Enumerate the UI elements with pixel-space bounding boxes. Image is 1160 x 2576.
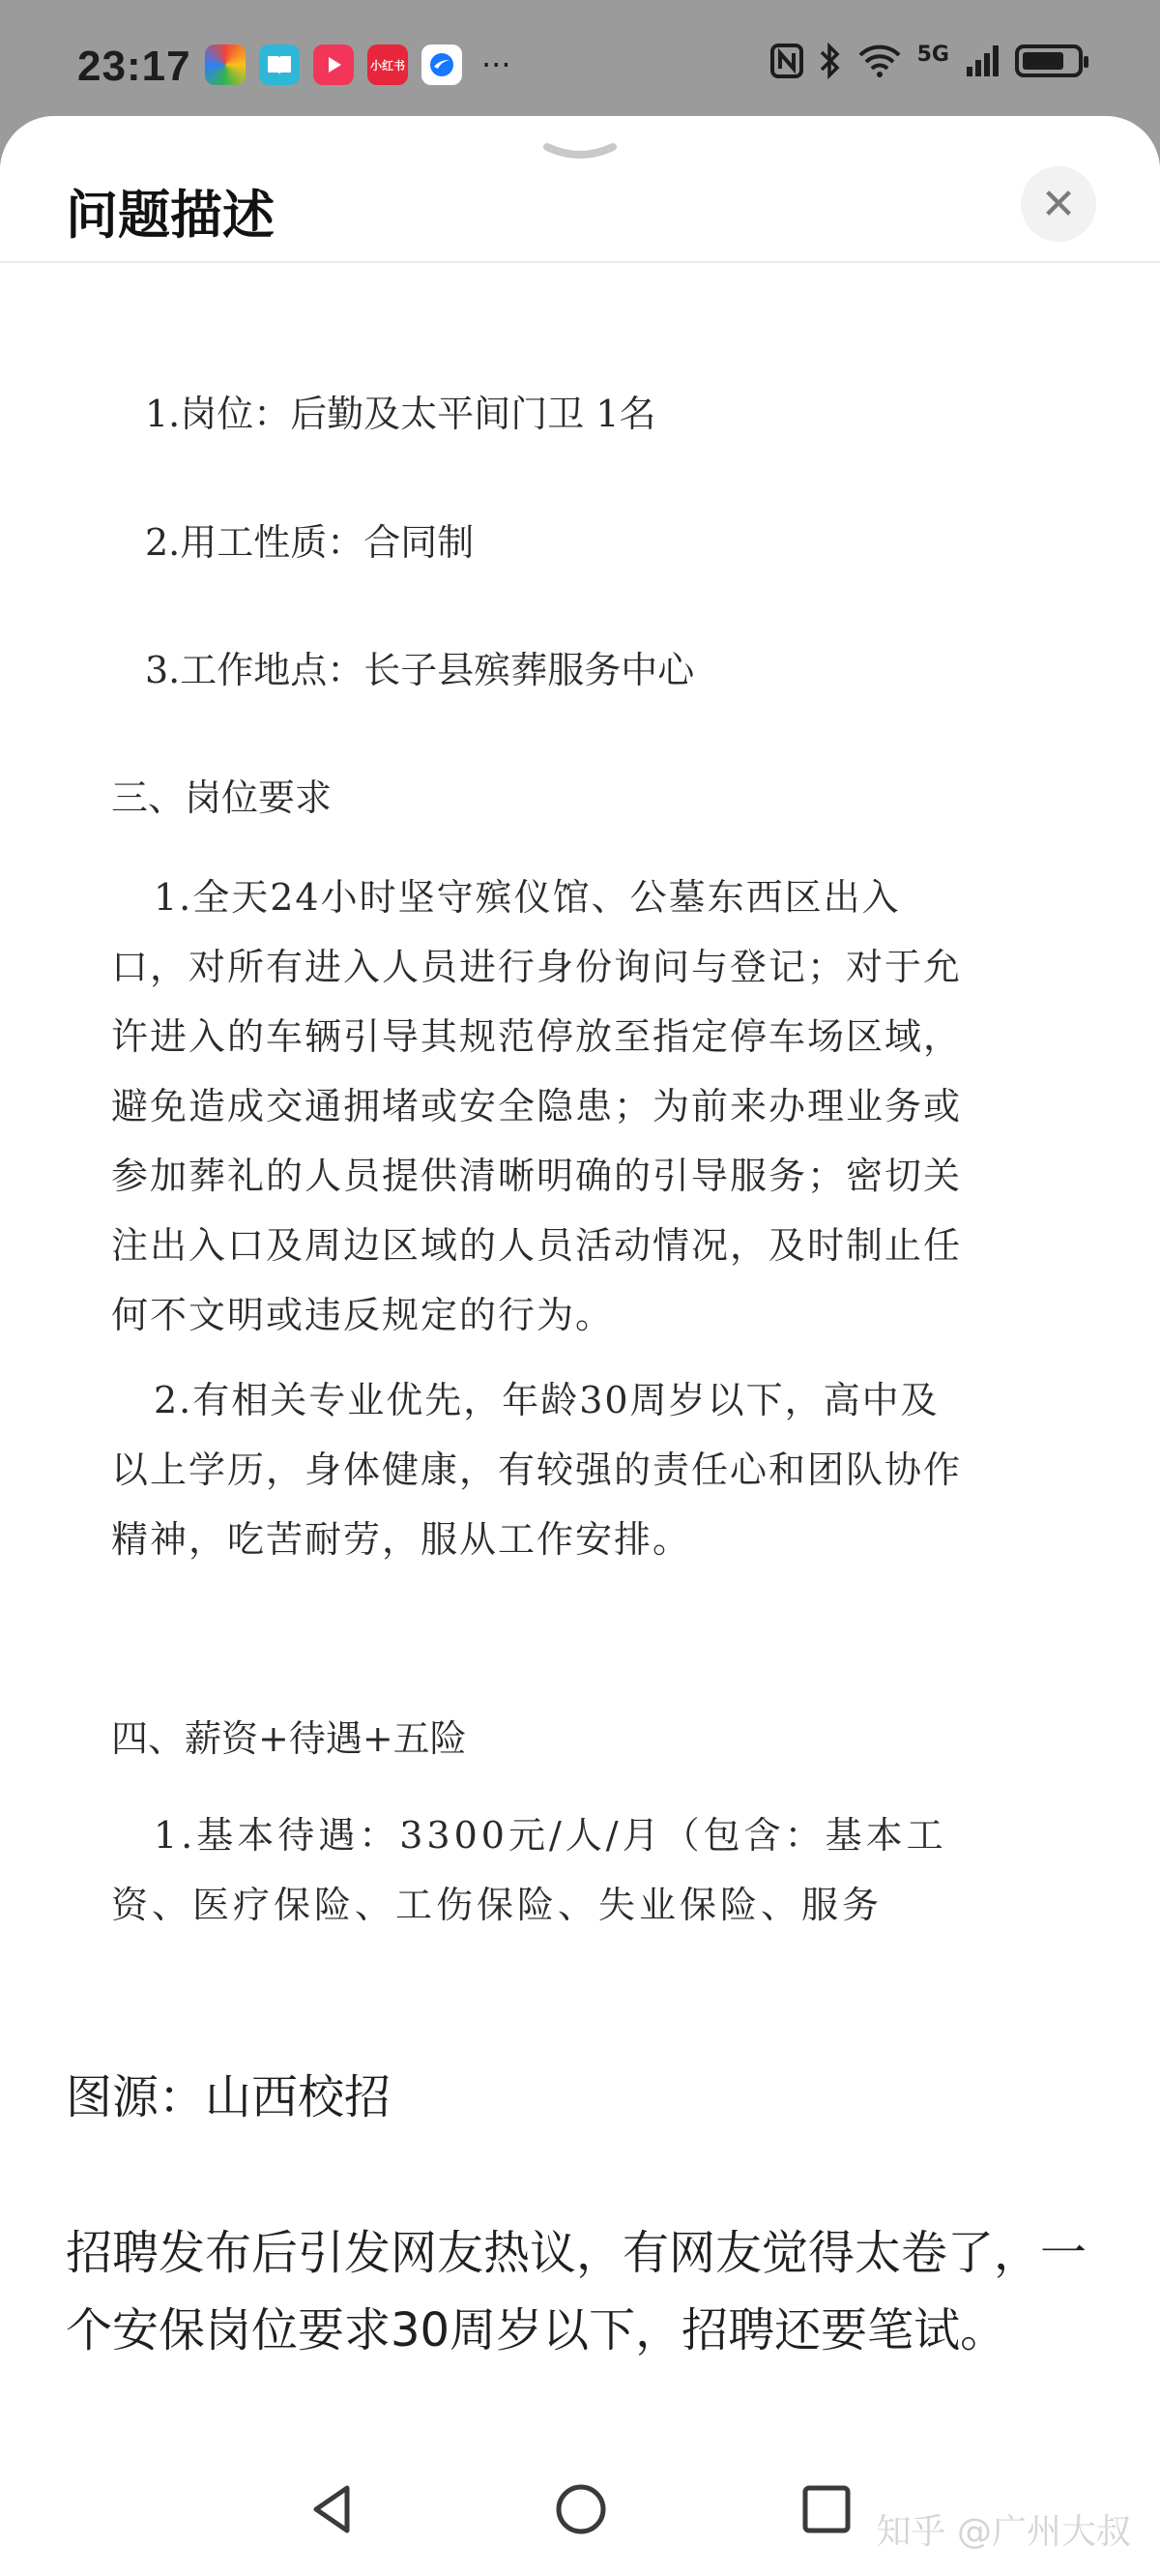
doc-section-heading: 四、薪资+待遇+五险 <box>111 1717 467 1760</box>
doc-paragraph: 1.全天24小时坚守殡仪馆、公墓东西区出入口，对所有进入人员进行身份询问与登记；对于允许进入的车辆引导其规范停放至指定停车场区域，避免造成交通拥堵或安全隐患；为前来办理业务或参加葬礼的人员提供清晰明确的引导服务；密切关注出入口及周边区域的人员活动情况，及时制止任何不文明或违反规定的行为。 <box>111 876 963 1336</box>
home-circle-icon <box>554 2482 608 2536</box>
back-triangle-icon <box>306 2482 361 2536</box>
close-button[interactable] <box>1021 166 1096 242</box>
recents-button[interactable] <box>793 2475 860 2543</box>
signal-icon <box>965 44 1000 78</box>
book-app-icon <box>259 44 300 85</box>
watermark: 知乎 @广州大叔 <box>876 2512 1131 2552</box>
nfc-icon <box>770 44 803 78</box>
wifi-icon <box>857 44 902 78</box>
document-image <box>0 263 1160 2120</box>
recents-square-icon <box>799 2482 854 2536</box>
doc-item: 1.岗位：后勤及太平间门卫 1名 <box>145 393 656 435</box>
more-notifications-icon: ··· <box>481 46 511 83</box>
bottom-sheet <box>0 116 1160 2576</box>
battery-icon <box>1015 44 1083 77</box>
xiaohongshu-app-icon: 小红书 <box>367 44 408 85</box>
system-icons <box>770 43 1083 79</box>
close-icon: ✕ <box>1040 179 1077 229</box>
doc-section-heading: 三、岗位要求 <box>111 776 333 819</box>
sheet-title: 问题描述 <box>66 185 275 246</box>
home-button[interactable] <box>547 2475 615 2543</box>
doc-paragraph: 2.有相关专业优先，年龄30周岁以下，高中及以上学历，身体健康，有较强的责任心和团队协作精神，吃苦耐劳，服从工作安排。 <box>111 1379 963 1561</box>
sheet-header <box>0 116 1160 263</box>
post-body: 招聘发布后引发网友热议，有网友觉得太卷了，一个安保岗位要求30周岁以下，招聘还要笔试。 <box>66 2226 1088 2357</box>
doc-item: 3.工作地点：长子县殡葬服务中心 <box>145 649 695 691</box>
bluetooth-icon <box>819 43 842 79</box>
network-type: 5G <box>916 43 949 67</box>
doc-item: 2.用工性质：合同制 <box>145 521 475 564</box>
color-app-icon <box>205 44 246 85</box>
notification-icons <box>205 44 511 85</box>
back-button[interactable] <box>300 2475 367 2543</box>
video-app-icon <box>313 44 354 85</box>
browser-app-icon <box>421 44 462 85</box>
doc-paragraph: 1.基本待遇：3300元/人/月（包含：基本工资、医疗保险、工伤保险、失业保险、服务 <box>111 1814 947 1926</box>
clock: 23:17 <box>77 43 191 90</box>
image-caption: 图源：山西校招 <box>66 2070 392 2124</box>
collapse-handle-icon[interactable] <box>541 139 619 168</box>
